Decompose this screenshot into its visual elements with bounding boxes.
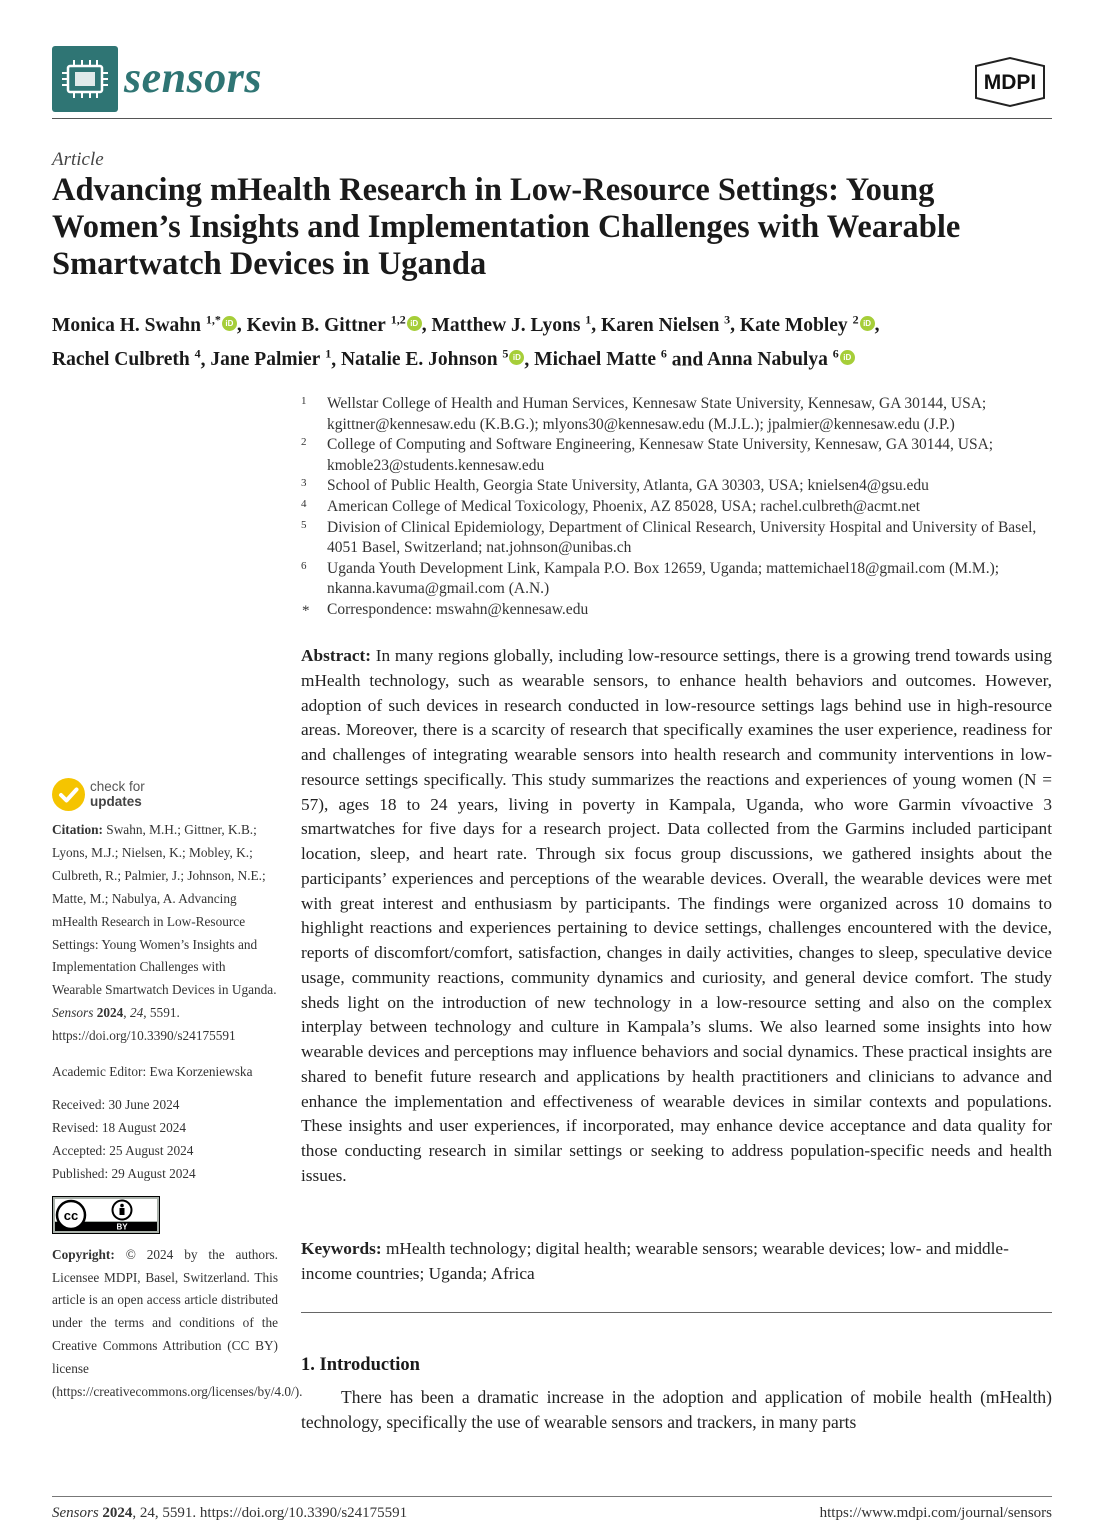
affiliation: 5 Division of Clinical Epidemiology, Department of Clinical Research, University Hospital and University of Basel, 4051 Basel, Switzerland; nat.johnson@unibas.ch bbox=[301, 518, 1037, 557]
abstract-text: In many regions globally, including low-resource settings, there is a growing trend towards using mHealth technology, such as wearable sensors, to enhance health behaviors and outcomes. However, adoption of such devices in research conducted in low-resource settings lags behind use in high-resource areas. Moreover, there is a scarcity of research that specifically examines the user experience, readiness for and challenges of integrating wearable sensors into health research and community interventions in low-resource settings specifically. This study summarizes the reactions and experiences of young women (N = 57), ages 18 to 24 years, living in poverty in Kampala, Uganda, who wore Garmin vívoactive 3 smartwatches for five days for a research project. Data collected from the Garmins included participant location, sleep, and heart rate. Through six focus group discussions, we gathered insights about the participants’ experiences and perceptions of the wearable devices. Overall, the wearable devices were met with great interest and enthusiasm by participants. The findings were organized across 10 domains to highlight reactions and experiences pertaining to device settings, challenges encountered with the device, reports of discomfort/comfort, satisfaction, changes in daily activities, changes to sleep, speculative device usage, community reactions, community dynamics and curiosity, and general device comfort. The study sheds light on the introduction of new technology in a low-resource setting and also on the complex interplay between technology and culture in Kampala’s slums. We also learned some insights into how wearable devices and perceptions may influence behaviors and social dynamics. These practical insights are shared to benefit future research and applications by health practitioners and clinicians to advance and enhance the implementation and effectiveness of wearable devices in similar contexts and populations. These insights and user experiences, if incorporated, may enhance device acceptance and data quality for those conducting research in similar settings or seeking to address population-specific needs and health issues. bbox=[301, 646, 1052, 1185]
article-title: Advancing mHealth Research in Low-Resource Settings: Young Women’s Insights and Implementation Challenges with Wearable Smartwatch Devices in Uganda bbox=[52, 172, 961, 282]
affiliation: 1 Wellstar College of Health and Human Services, Kennesaw State University, Kennesaw, GA 30144, USA; kgittner@kennesaw.edu (K.B.G.); mlyons30@kennesaw.edu (M.J.L.); jpalmier@kennesaw.edu (J.P.) bbox=[301, 395, 987, 433]
published-date: Published: 29 August 2024 bbox=[52, 1165, 196, 1181]
journal-name[interactable]: sensors bbox=[124, 53, 262, 102]
author-2[interactable]: Kevin B. Gittner $^{1,2}$ bbox=[246, 312, 406, 336]
publisher-logo[interactable] bbox=[968, 56, 1052, 108]
footer-journal-link[interactable]: https://www.mdpi.com/journal/sensors bbox=[819, 1505, 1052, 1521]
keywords bbox=[301, 1237, 1052, 1287]
orcid-icon[interactable]: iD bbox=[860, 316, 875, 331]
abstract-label: Abstract: bbox=[301, 646, 372, 665]
received-date: Received: 30 June 2024 bbox=[52, 1096, 180, 1112]
footer-citation: Sensors 2024, 24, 5591. https://doi.org/10.3390/s24175591 bbox=[52, 1505, 408, 1521]
correspondence: * Correspondence: mswahn@kennesaw.edu bbox=[302, 600, 589, 619]
abstract bbox=[301, 644, 1052, 1189]
academic-editor: Academic Editor: Ewa Korzeniewska bbox=[52, 1064, 253, 1080]
author-5[interactable]: Kate Mobley $^2$ bbox=[739, 312, 859, 336]
citation-doi-link[interactable]: https://doi.org/10.3390/s24175591 bbox=[52, 1028, 236, 1044]
sidebar bbox=[52, 819, 303, 1404]
affiliation: 4 American College of Medical Toxicology, Phoenix, AZ 85028, USA; rachel.culbreth@acmt.net bbox=[301, 497, 921, 515]
author-9[interactable]: Michael Matte $^6$ bbox=[534, 346, 667, 370]
section-divider bbox=[301, 1312, 1052, 1313]
author-10[interactable]: Anna Nabulya $^6$ bbox=[707, 346, 839, 370]
author-7[interactable]: Jane Palmier $^1$ bbox=[210, 346, 332, 370]
affiliation: 2 College of Computing and Software Engineering, Kennesaw State University, Kennesaw, GA 30144, USA; kmoble23@students.kennesaw.edu bbox=[301, 436, 994, 474]
author-8[interactable]: Natalie E. Johnson $^5$ bbox=[340, 346, 509, 370]
intro-paragraph: There has been a dramatic increase in the adoption and application of mobile health (mHealth) technology, specifically the use of wearable sensors and trackers, in many parts bbox=[301, 1387, 1052, 1432]
orcid-icon[interactable]: iD bbox=[840, 350, 855, 365]
affiliation: 6 Uganda Youth Development Link, Kampala P.O. Box 12659, Uganda; mattemichael18@gmail.com (M.M.); nkanna.kavuma@gmail.com (A.N.) bbox=[301, 559, 1000, 598]
cc-by-license-icon[interactable] bbox=[52, 1196, 160, 1234]
header-divider bbox=[52, 118, 1052, 119]
citation: Citation: Swahn, M.H.; Gittner, K.B.; Lyons, M.J.; Nielsen, K.; Mobley, K.; Culbreth, R.; Palmier, J.; Johnson, N.E.; Matte, M.; Nabulya, A. Advancing mHealth Research in Low-Resource Settings: Young Women’s Insights and Implementation Challenges with Wearable Smartwatch Devices in Uganda. Sensors 2024, 24, 5591. https://doi.org/10.3390/s24175591 bbox=[52, 822, 277, 1044]
journal-logo-icon bbox=[52, 46, 118, 112]
check-updates-icon bbox=[52, 778, 85, 811]
footer-divider bbox=[52, 1496, 1052, 1497]
svg-text:cc: cc bbox=[63, 1207, 79, 1223]
check-for-updates-button[interactable]: check for updates bbox=[52, 778, 212, 812]
orcid-icon[interactable]: iD bbox=[222, 316, 237, 331]
accepted-date: Accepted: 25 August 2024 bbox=[52, 1142, 194, 1158]
author-list: Monica H. Swahn $^{1,*}$ iD , Kevin B. Gittner $^{1,2}$ iD , Matthew J. Lyons $^1$, Karen Nielsen $^3$, Kate Mobley $^2$ iD , Rachel Culbreth $^4$, Jane Palmier $^1$, Natalie E. Johnson $^5$ iD , Michael Matte $^6$ and Anna Nabulya $^6$ iD bbox=[52, 312, 880, 370]
keywords-label: Keywords: bbox=[301, 1239, 382, 1258]
license-badge-label: BY bbox=[116, 1222, 128, 1232]
section-heading: 1. Introduction bbox=[301, 1355, 420, 1375]
revised-date: Revised: 18 August 2024 bbox=[52, 1119, 187, 1135]
orcid-icon[interactable]: iD bbox=[407, 316, 422, 331]
author-6[interactable]: Rachel Culbreth $^4$ bbox=[52, 346, 201, 370]
article-type: Article bbox=[52, 149, 104, 170]
orcid-icon[interactable]: iD bbox=[509, 350, 524, 365]
publisher-name: MDPI bbox=[983, 71, 1037, 94]
copyright: Copyright: © 2024 by the authors. Licensee MDPI, Basel, Switzerland. This article is an open access article distributed under the terms and conditions of the Creative Commons Attribution (CC BY) license (https://creativecommons.org/licenses/by/4.0/). bbox=[52, 1246, 303, 1400]
keywords-text: mHealth technology; digital health; wearable sensors; wearable devices; low- and middle-income countries; Uganda; Africa bbox=[301, 1239, 1009, 1283]
author-3[interactable]: Matthew J. Lyons $^1$ bbox=[431, 312, 592, 336]
author-1[interactable]: Monica H. Swahn $^{1,*}$ bbox=[52, 312, 221, 336]
affiliation: 3 School of Public Health, Georgia State University, Atlanta, GA 30303, USA; knielsen4@gsu.edu bbox=[301, 477, 929, 495]
affiliations bbox=[300, 394, 1060, 621]
author-4[interactable]: Karen Nielsen $^3$ bbox=[601, 312, 731, 336]
